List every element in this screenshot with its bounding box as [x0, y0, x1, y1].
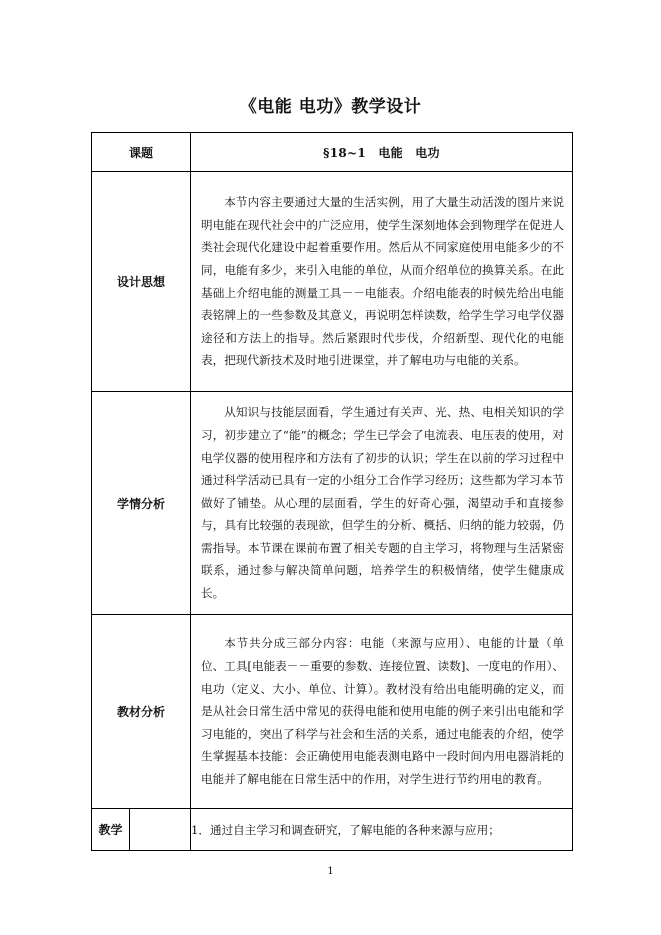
- document-title: 《电能 电功》教学设计: [239, 97, 422, 117]
- learner-analysis-text: 从知识与技能层面看，学生通过有关声、光、热、电相关知识的学习，初步建立了“能”的概念；学生已学会了电流表、电压表的使用，对电学仪器的使用程序和方法有了初步的认识；学生在以前的学习过程中通过科学活动已具有一定的小组分工合作学习经历；这些都为学习本节做好了铺垫。从心理的层面看，学生的好奇心强，渴望动手和直接参与，具有比较强的表现欲，但学生的分析、概括、归纳的能力较弱，仍需指导。本节课在课前布置了相关专题的自主学习，将物理与生活紧密联系，通过参与解决简单问题，培养学生的积极情绪，使学生健康成长。: [201, 405, 565, 601]
- textbook-analysis-row: [92, 615, 573, 809]
- learner-analysis-label: 学情分析: [92, 392, 191, 615]
- topic-value: §18~1 电能 电功: [191, 133, 573, 172]
- design-idea-label: 设计思想: [92, 172, 191, 392]
- design-idea-row: [92, 172, 573, 392]
- teaching-goals-row: [92, 809, 573, 851]
- teaching-goals-label: 教学: [92, 809, 130, 851]
- topic-label: 课题: [92, 133, 191, 172]
- textbook-analysis-text: 本节共分成三部分内容：电能（来源与应用）、电能的计量（单位、工具[电能表－－重要的参数、连接位置、读数]、一度电的作用）、电功（定义、大小、单位、计算）。教材没有给出电能明确的定义，而是从社会日常生活中常见的获得电能和使用电能的例子来引出电能和学习电能的，突出了科学与社会和生活的关系，通过电能表的介绍，使学生掌握基本技能：会正确使用电能表测电路中一段时间内用电器消耗的电能并了解电能在日常生活中的作用，对学生进行节约用电的教育。: [201, 636, 565, 786]
- page-number: 1: [327, 866, 334, 877]
- learner-analysis-row: [92, 392, 573, 615]
- teaching-goals-sublabel: [130, 809, 191, 851]
- textbook-analysis-label: 教材分析: [92, 615, 191, 809]
- learner-analysis-cell: [191, 392, 573, 615]
- lesson-plan-table: [91, 132, 573, 851]
- textbook-analysis-cell: [191, 615, 573, 809]
- design-idea-cell: [191, 172, 573, 392]
- design-idea-text: 本节内容主要通过大量的生活实例，用了大量生动活泼的图片来说明电能在现代社会中的广泛应用，使学生深刻地体会到物理学在促进人类社会现代化建设中起着重要作用。然后从不同家庭使用电能多少的不同，电能有多少，来引入电能的单位，从而介绍单位的换算关系。在此基础上介绍电能的测量工具－－电能表。介绍电能表的时候先给出电能表铭牌上的一些参数及其意义，再说明怎样读数，给学生学习电学仪器途径和方法上的指导。然后紧跟时代步伐，介绍新型、现代化的电能表，把现代新技术及时地引进课堂，并了解电功与电能的关系。: [201, 195, 565, 368]
- topic-row: [92, 133, 573, 172]
- teaching-goal-item: 1．通过自主学习和调查研究，了解电能的各种来源与应用；: [191, 809, 573, 851]
